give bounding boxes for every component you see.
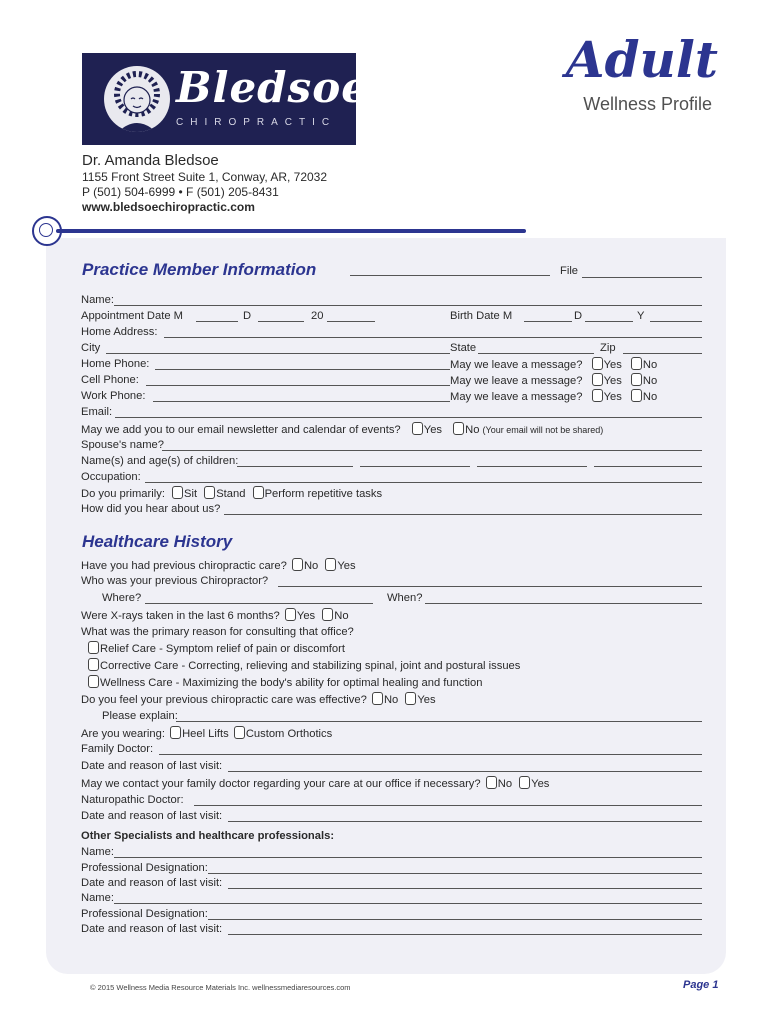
zip-label: Zip <box>600 342 616 354</box>
primarily-question <box>81 486 382 501</box>
logo-wordmark: Bledsoe <box>176 63 369 112</box>
birth-day-field[interactable] <box>585 321 633 322</box>
naturopathic-last-visit-label: Date and reason of last visit: <box>81 810 223 822</box>
logo-portrait-icon <box>104 66 170 132</box>
prev-chiro-label: Who was your previous Chiropractor? <box>81 575 269 587</box>
child-4-field[interactable] <box>594 466 702 467</box>
contact-doctor-no-checkbox[interactable] <box>486 776 497 789</box>
binder-ring-inner-icon <box>39 223 53 237</box>
contact-doctor-label: May we contact your family doctor regarding your care at our office if necessary? <box>81 778 481 790</box>
child-3-field[interactable] <box>477 466 587 467</box>
cell-msg-yes-checkbox[interactable] <box>592 373 603 386</box>
corrective-option <box>88 658 520 673</box>
birth-year-field[interactable] <box>650 321 702 322</box>
orthotics-label: Custom Orthotics <box>245 728 333 740</box>
page-number: Page 1 <box>683 979 719 991</box>
xrays-question <box>81 608 349 623</box>
specialist-2-name-label: Name: <box>81 892 114 904</box>
occupation-field[interactable] <box>145 482 702 483</box>
no-label: No <box>642 391 658 403</box>
prev-care-yes-checkbox[interactable] <box>325 558 336 571</box>
naturopathic-label: Naturopathic Doctor: <box>81 794 184 806</box>
no-label: No <box>497 778 513 790</box>
specialist-2-designation-label: Professional Designation: <box>81 908 208 920</box>
prev-care-no-checkbox[interactable] <box>292 558 303 571</box>
corrective-label: Corrective Care - Correcting, relieving and stabilizing spinal, joint and postural issues <box>100 660 521 672</box>
child-2-field[interactable] <box>360 466 470 467</box>
relief-checkbox[interactable] <box>88 641 99 654</box>
home-address-label: Home Address: <box>81 326 158 338</box>
repetitive-label: Perform repetitive tasks <box>264 488 383 500</box>
orthotics-checkbox[interactable] <box>234 726 245 739</box>
heel-lifts-checkbox[interactable] <box>170 726 181 739</box>
xrays-no-checkbox[interactable] <box>322 608 333 621</box>
yes-label: Yes <box>603 391 622 403</box>
explain-label: Please explain: <box>102 710 178 722</box>
no-label: No <box>465 424 480 436</box>
email-field[interactable] <box>115 417 702 418</box>
file-label: File <box>560 265 579 277</box>
city-label: City <box>81 342 101 354</box>
effective-no-checkbox[interactable] <box>372 692 383 705</box>
where-field[interactable] <box>145 603 373 604</box>
wellness-label: Wellness Care - Maximizing the body's ability for optimal healing and function <box>100 677 483 689</box>
form-title: Adult <box>565 30 718 89</box>
no-label: No <box>642 375 658 387</box>
xrays-label: Were X-rays taken in the last 6 months? <box>81 610 280 622</box>
yes-label: Yes <box>423 424 443 436</box>
form-subtitle: Wellness Profile <box>583 94 712 114</box>
home-msg-yes-checkbox[interactable] <box>592 357 603 370</box>
wearing-label: Are you wearing: <box>81 728 165 740</box>
naturopathic-last-visit-field[interactable] <box>228 821 702 822</box>
birth-day-label: D <box>574 310 583 322</box>
birth-date-label: Birth Date M <box>450 310 513 322</box>
newsletter-question <box>81 422 603 437</box>
specialist-1-last-visit-field[interactable] <box>228 888 702 889</box>
occupation-label: Occupation: <box>81 471 141 483</box>
phone-fax: P (501) 504-6999 • F (501) 205-8431 <box>82 185 279 199</box>
stand-label: Stand <box>216 488 246 500</box>
section-practice-title: Practice Member Information <box>82 260 317 279</box>
wellness-checkbox[interactable] <box>88 675 99 688</box>
home-msg-no-checkbox[interactable] <box>631 357 642 370</box>
logo-subtitle: CHIROPRACTIC <box>176 117 337 128</box>
file-field[interactable] <box>582 277 702 278</box>
contact-doctor-question <box>81 776 549 791</box>
effective-question <box>81 692 436 707</box>
cell-phone-label: Cell Phone: <box>81 374 139 386</box>
prev-chiro-field[interactable] <box>278 586 702 587</box>
prev-care-label: Have you had previous chiropractic care? <box>81 560 287 572</box>
wearing-question <box>81 726 332 741</box>
naturopathic-field[interactable] <box>194 805 702 806</box>
birth-year-label: Y <box>637 310 645 322</box>
leave-message-label: May we leave a message? <box>450 391 583 403</box>
prev-care-question <box>81 558 356 573</box>
family-last-visit-label: Date and reason of last visit: <box>81 760 223 772</box>
leave-message-label: May we leave a message? <box>450 375 583 387</box>
work-msg-yes-checkbox[interactable] <box>592 389 603 402</box>
home-phone-message-question <box>450 357 657 372</box>
specialist-1-name-field[interactable] <box>114 857 702 858</box>
children-label: Name(s) and age(s) of children: <box>81 455 239 467</box>
home-phone-label: Home Phone: <box>81 358 150 370</box>
home-address-field[interactable] <box>164 337 702 338</box>
appointment-day-label: D <box>243 310 252 322</box>
specialist-1-designation-field[interactable] <box>208 873 702 874</box>
specialist-1-name-label: Name: <box>81 846 114 858</box>
name-label: Name: <box>81 294 114 306</box>
website-link[interactable]: www.bledsoechiropractic.com <box>82 200 255 214</box>
address: 1155 Front Street Suite 1, Conway, AR, 72032 <box>82 170 328 184</box>
effective-yes-checkbox[interactable] <box>405 692 416 705</box>
newsletter-yes-checkbox[interactable] <box>412 422 423 435</box>
state-field[interactable] <box>478 353 594 354</box>
header-rule <box>56 229 526 233</box>
city-field[interactable] <box>106 353 450 354</box>
family-doctor-field[interactable] <box>159 754 702 755</box>
appointment-month-field[interactable] <box>196 321 238 322</box>
cell-phone-field[interactable] <box>146 385 450 386</box>
yes-label: Yes <box>296 610 316 622</box>
name-field[interactable] <box>114 305 702 306</box>
specialist-2-last-visit-label: Date and reason of last visit: <box>81 923 223 935</box>
no-label: No <box>642 359 658 371</box>
specialist-2-last-visit-field[interactable] <box>228 934 702 935</box>
primarily-label: Do you primarily: <box>81 488 165 500</box>
cell-phone-message-question <box>450 373 657 388</box>
relief-label: Relief Care - Symptom relief of pain or discomfort <box>100 643 345 655</box>
yes-label: Yes <box>417 694 436 706</box>
where-label: Where? <box>102 592 142 604</box>
state-label: State <box>450 342 477 354</box>
copyright: © 2015 Wellness Media Resource Materials Inc. wellnessmediaresources.com <box>90 983 351 992</box>
no-label: No <box>303 560 319 572</box>
work-phone-field[interactable] <box>153 401 450 402</box>
newsletter-label: May we add you to our email newsletter and calendar of events? <box>81 424 401 436</box>
section-history-title: Healthcare History <box>82 532 233 551</box>
relief-option <box>88 641 345 656</box>
newsletter-note: (Your email will not be shared) <box>482 425 604 435</box>
appointment-year-field[interactable] <box>327 321 375 322</box>
specialists-heading: Other Specialists and healthcare professionals: <box>81 830 335 842</box>
when-field[interactable] <box>425 603 702 604</box>
appointment-label: Appointment Date M <box>81 310 183 322</box>
specialist-1-last-visit-label: Date and reason of last visit: <box>81 877 223 889</box>
spouse-field[interactable] <box>162 450 702 451</box>
yes-label: Yes <box>337 560 356 572</box>
corrective-checkbox[interactable] <box>88 658 99 671</box>
appointment-day-field[interactable] <box>258 321 304 322</box>
no-label: No <box>334 610 349 622</box>
wellness-option <box>88 675 483 690</box>
birth-month-field[interactable] <box>524 321 572 322</box>
family-doctor-label: Family Doctor: <box>81 743 154 755</box>
appointment-year-label: 20 <box>311 310 324 322</box>
practice-title-line <box>350 275 550 276</box>
zip-field[interactable] <box>623 353 702 354</box>
xrays-yes-checkbox[interactable] <box>285 608 296 621</box>
cell-msg-no-checkbox[interactable] <box>631 373 642 386</box>
explain-field[interactable] <box>176 721 702 722</box>
no-label: No <box>383 694 399 706</box>
hear-field[interactable] <box>224 514 702 515</box>
child-1-field[interactable] <box>237 466 353 467</box>
work-msg-no-checkbox[interactable] <box>631 389 642 402</box>
doctor-name: Dr. Amanda Bledsoe <box>82 152 219 169</box>
work-phone-label: Work Phone: <box>81 390 146 402</box>
stand-checkbox[interactable] <box>204 486 215 499</box>
email-label: Email: <box>81 406 113 418</box>
leave-message-label: May we leave a message? <box>450 359 583 371</box>
repetitive-checkbox[interactable] <box>253 486 264 499</box>
contact-doctor-yes-checkbox[interactable] <box>519 776 530 789</box>
newsletter-no-checkbox[interactable] <box>453 422 464 435</box>
yes-label: Yes <box>603 375 622 387</box>
hear-label: How did you hear about us? <box>81 503 221 515</box>
yes-label: Yes <box>603 359 622 371</box>
specialist-2-designation-field[interactable] <box>208 919 702 920</box>
spouse-label: Spouse's name? <box>81 439 164 451</box>
heel-lifts-label: Heel Lifts <box>182 728 229 740</box>
when-label: When? <box>387 592 423 604</box>
home-phone-field[interactable] <box>155 369 450 370</box>
specialist-1-designation-label: Professional Designation: <box>81 862 208 874</box>
reason-question-label: What was the primary reason for consulting that office? <box>81 626 354 638</box>
effective-label: Do you feel your previous chiropractic care was effective? <box>81 694 367 706</box>
sit-checkbox[interactable] <box>172 486 183 499</box>
sit-label: Sit <box>184 488 198 500</box>
family-last-visit-field[interactable] <box>228 771 702 772</box>
yes-label: Yes <box>531 778 550 790</box>
work-phone-message-question <box>450 389 657 404</box>
specialist-2-name-field[interactable] <box>114 903 702 904</box>
